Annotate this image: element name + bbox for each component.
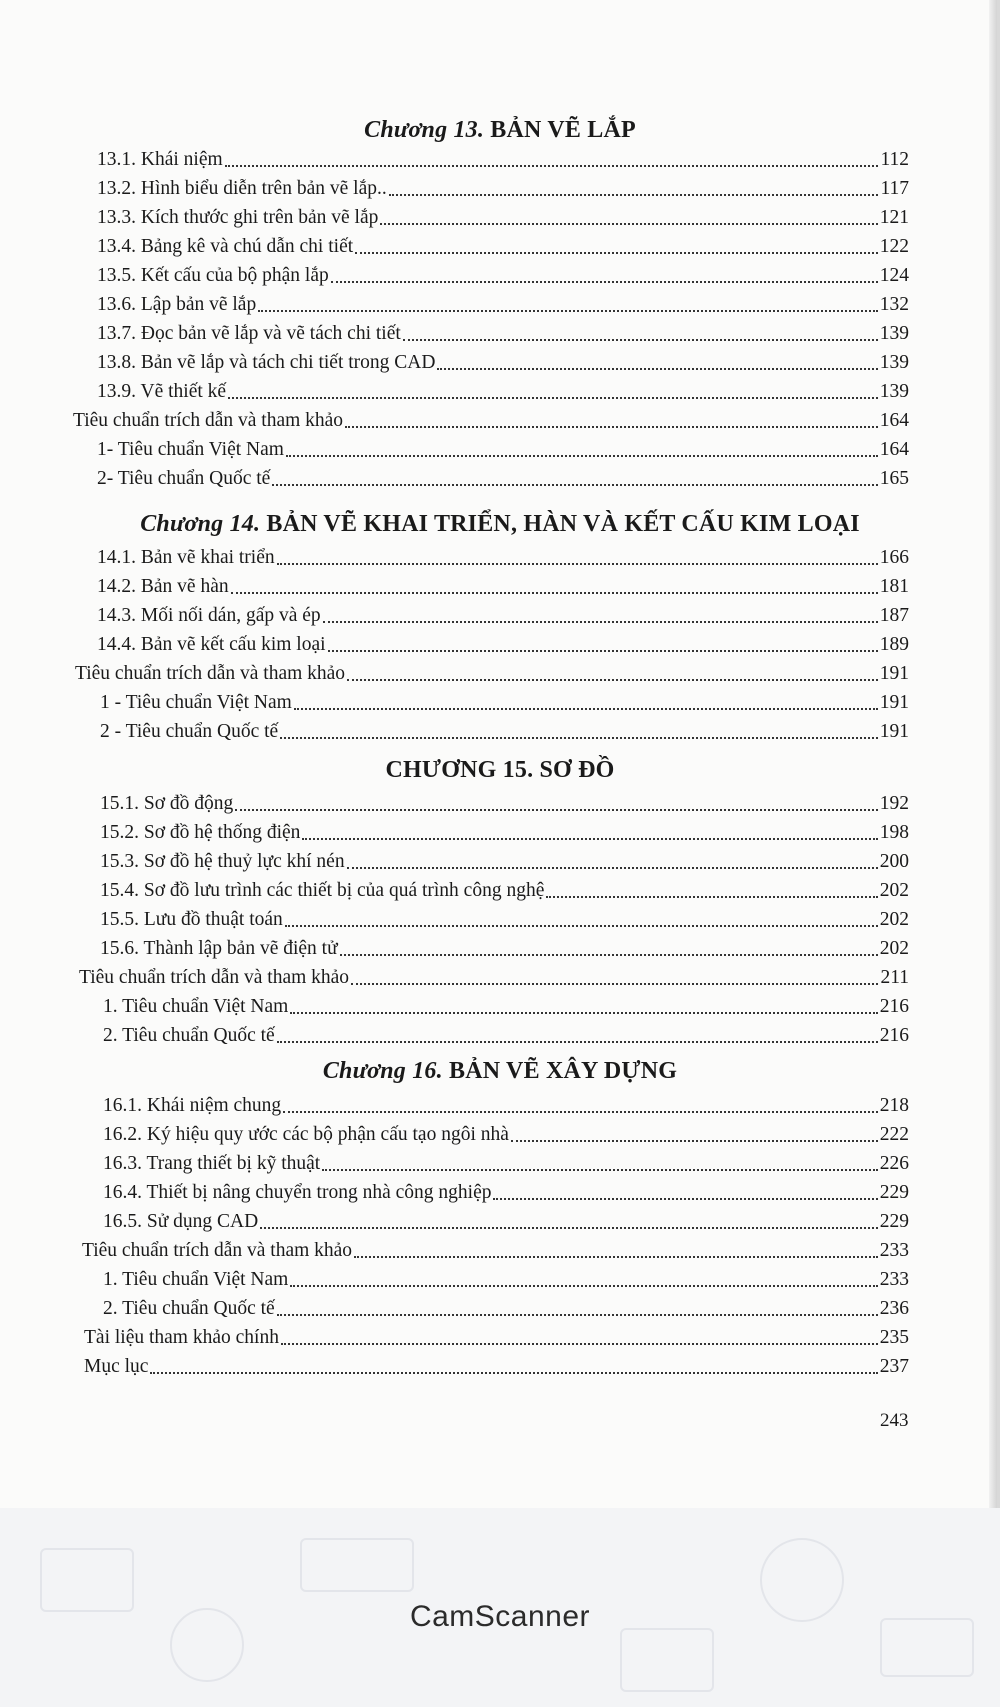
toc-entry-label: 1- Tiêu chuẩn Việt Nam (97, 439, 284, 460)
toc-entry-label: Tiêu chuẩn trích dẫn và tham khảo (75, 663, 346, 684)
toc-entry[interactable] (100, 878, 909, 904)
toc-entry-page: 236 (879, 1298, 909, 1319)
toc-entry-page: 124 (879, 265, 909, 286)
toc-entry-page: 216 (879, 996, 909, 1017)
toc-entry-page: 211 (880, 967, 909, 988)
leader-dots (280, 737, 878, 739)
toc-entry-page: 164 (879, 439, 909, 460)
toc-entry[interactable] (103, 1023, 909, 1049)
toc-entry[interactable] (103, 1093, 909, 1119)
leader-dots (272, 484, 877, 486)
leader-dots (345, 426, 878, 428)
toc-entry[interactable] (82, 1238, 909, 1264)
toc-entry-label: 15.1. Sơ đồ động (100, 793, 234, 814)
toc-entry[interactable] (100, 690, 909, 716)
toc-entry-label: Tiêu chuẩn trích dẫn và tham khảo (79, 967, 350, 988)
toc-entry-label: 16.4. Thiết bị nâng chuyển trong nhà công nghiệp (103, 1182, 492, 1203)
leader-dots (322, 1169, 878, 1171)
toc-entry[interactable] (97, 545, 909, 571)
toc-entry-label: 16.2. Ký hiệu quy ước các bộ phận cấu tạo ngôi nhà (103, 1124, 509, 1145)
leader-dots (228, 397, 878, 399)
toc-entry[interactable] (103, 1122, 909, 1148)
toc-entry-page: 112 (880, 149, 909, 170)
leader-dots (302, 838, 877, 840)
chapter-13-heading (0, 117, 1000, 144)
toc-entry-page: 191 (879, 692, 909, 713)
toc-entry[interactable] (97, 603, 909, 629)
toc-entry-label: 15.3. Sơ đồ hệ thuỷ lực khí nén (100, 851, 345, 872)
toc-entry-page: 235 (879, 1327, 909, 1348)
leader-dots (290, 1012, 877, 1014)
toc-entry-label: 15.6. Thành lập bản vẽ điện tử (100, 938, 338, 959)
toc-entry[interactable] (97, 176, 909, 202)
toc-entry[interactable] (97, 574, 909, 600)
toc-entry-page: 222 (879, 1124, 909, 1145)
toc-entry-page: 121 (879, 207, 909, 228)
leader-dots (340, 954, 878, 956)
toc-entry-label: 13.9. Vẽ thiết kế (97, 381, 227, 402)
chapter-14-heading (0, 511, 1000, 538)
toc-entry[interactable] (97, 263, 909, 289)
toc-entry-label: 14.4. Bản vẽ kết cấu kim loại (97, 634, 326, 655)
leader-dots (285, 925, 878, 927)
leader-dots (283, 1111, 878, 1113)
toc-entry[interactable] (100, 791, 909, 817)
leader-dots (277, 1041, 878, 1043)
toc-entry-page: 218 (879, 1095, 909, 1116)
toc-entry-page: 117 (880, 178, 909, 199)
toc-entry[interactable] (84, 1354, 909, 1380)
toc-entry[interactable] (100, 936, 909, 962)
chapter-13-title: BẢN VẼ LẮP (490, 117, 636, 143)
toc-entry-label: 13.4. Bảng kê và chú dẫn chi tiết (97, 236, 354, 257)
leader-dots (258, 310, 878, 312)
toc-entry-page: 226 (879, 1153, 909, 1174)
leader-dots (437, 368, 877, 370)
leader-dots (328, 650, 878, 652)
toc-entry-label: 1. Tiêu chuẩn Việt Nam (103, 1269, 289, 1290)
toc-entry-label: 15.5. Lưu đồ thuật toán (100, 909, 283, 930)
toc-entry-label: 2. Tiêu chuẩn Quốc tế (103, 1025, 275, 1046)
toc-entry-page: 229 (879, 1211, 909, 1232)
leader-dots (323, 621, 878, 623)
toc-entry-page: 202 (879, 880, 909, 901)
leader-dots (354, 1256, 878, 1258)
toc-entry[interactable] (100, 719, 909, 745)
chapter-16-title: BẢN VẼ XÂY DỰNG (449, 1058, 678, 1084)
chapter-13-prefix: Chương 13. (364, 117, 485, 143)
toc-entry[interactable] (100, 907, 909, 933)
toc-entry-label: 16.5. Sử dụng CAD (103, 1211, 259, 1232)
toc-entry-page: 237 (879, 1356, 909, 1377)
toc-entry-label: 1 - Tiêu chuẩn Việt Nam (100, 692, 292, 713)
toc-entry-page: 216 (879, 1025, 909, 1046)
leader-dots (260, 1227, 878, 1229)
toc-entry[interactable] (84, 1325, 909, 1351)
leader-dots (290, 1285, 877, 1287)
watermark-decoration (620, 1628, 714, 1692)
toc-entry[interactable] (97, 205, 909, 231)
toc-entry-label: 15.4. Sơ đồ lưu trình các thiết bị của quá trình công nghệ (100, 880, 545, 901)
leader-dots (235, 809, 877, 811)
toc-entry-label: Tiêu chuẩn trích dẫn và tham khảo (73, 410, 344, 431)
leader-dots (403, 339, 878, 341)
toc-entry[interactable] (103, 1209, 909, 1235)
toc-entry-label: Mục lục (84, 1356, 149, 1377)
toc-entry[interactable] (97, 321, 909, 347)
toc-entry[interactable] (103, 1151, 909, 1177)
toc-entry-label: 1. Tiêu chuẩn Việt Nam (103, 996, 289, 1017)
toc-entry-label: 2. Tiêu chuẩn Quốc tế (103, 1298, 275, 1319)
leader-dots (225, 165, 879, 167)
toc-entry-label: Tiêu chuẩn trích dẫn và tham khảo (82, 1240, 353, 1261)
leader-dots (231, 592, 878, 594)
toc-entry[interactable] (100, 849, 909, 875)
toc-entry-page: 132 (879, 294, 909, 315)
toc-entry[interactable] (103, 1267, 909, 1293)
camscanner-brand: CamScanner (409, 1600, 591, 1633)
leader-dots (351, 983, 878, 985)
leader-dots (331, 281, 878, 283)
chapter-14-title: BẢN VẼ KHAI TRIỂN, HÀN VÀ KẾT CẤU KIM LOẠI (266, 511, 860, 537)
toc-entry[interactable] (97, 632, 909, 658)
leader-dots (511, 1140, 878, 1142)
toc-entry[interactable] (97, 234, 909, 260)
toc-entry-label: 2- Tiêu chuẩn Quốc tế (97, 468, 271, 489)
page-number: 243 (880, 1410, 909, 1431)
leader-dots (294, 708, 878, 710)
toc-entry-label: 13.3. Kích thước ghi trên bản vẽ lắp (97, 207, 379, 228)
toc-entry-page: 229 (879, 1182, 909, 1203)
toc-entry-label: 13.2. Hình biểu diễn trên bản vẽ lắp.. (97, 178, 387, 199)
toc-entry-page: 139 (879, 381, 909, 402)
toc-entry[interactable] (97, 292, 909, 318)
toc-entry[interactable] (97, 350, 909, 376)
leader-dots (281, 1343, 878, 1345)
toc-entry-label: 13.5. Kết cấu của bộ phận lắp (97, 265, 329, 286)
toc-entry-label: 13.7. Đọc bản vẽ lắp và vẽ tách chi tiết (97, 323, 401, 344)
toc-entry-page: 191 (879, 663, 909, 684)
toc-entry[interactable] (79, 965, 909, 991)
toc-entry-page: 202 (879, 938, 909, 959)
toc-entry-label: 2 - Tiêu chuẩn Quốc tế (100, 721, 279, 742)
toc-entry-page: 198 (879, 822, 909, 843)
leader-dots (277, 563, 878, 565)
toc-entry-page: 122 (879, 236, 909, 257)
toc-entry-page: 165 (879, 468, 909, 489)
toc-entry-label: 16.3. Trang thiết bị kỹ thuật (103, 1153, 321, 1174)
chapter-16-prefix: Chương 16. (322, 1058, 443, 1084)
toc-entry[interactable] (97, 437, 909, 463)
toc-entry-page: 202 (879, 909, 909, 930)
toc-entry[interactable] (75, 661, 909, 687)
toc-entry-page: 181 (879, 576, 909, 597)
toc-entry-label: 16.1. Khái niệm chung (103, 1095, 282, 1116)
toc-entry-label: 14.3. Mối nối dán, gấp và ép (97, 605, 321, 626)
toc-entry-page: 191 (879, 721, 909, 742)
toc-entry-label: 13.6. Lập bản vẽ lắp (97, 294, 257, 315)
leader-dots (546, 896, 877, 898)
toc-entry-page: 200 (879, 851, 909, 872)
toc-entry-page: 189 (879, 634, 909, 655)
toc-entry[interactable] (97, 147, 909, 173)
leader-dots (389, 194, 879, 196)
leader-dots (347, 679, 878, 681)
leader-dots (347, 867, 878, 869)
scanner-footer (0, 1508, 1000, 1707)
leader-dots (277, 1314, 878, 1316)
watermark-decoration (300, 1538, 414, 1592)
toc-entry-page: 192 (879, 793, 909, 814)
toc-entry[interactable] (97, 379, 909, 405)
toc-entry-page: 139 (879, 352, 909, 373)
toc-entry-page: 139 (879, 323, 909, 344)
toc-entry-page: 164 (879, 410, 909, 431)
toc-entry-label: 14.1. Bản vẽ khai triển (97, 547, 275, 568)
toc-entry[interactable] (97, 466, 909, 492)
chapter-15-heading (0, 757, 1000, 784)
page-edge (989, 0, 997, 1508)
chapter-14-prefix: Chương 14. (140, 511, 261, 537)
toc-entry-label: 13.1. Khái niệm (97, 149, 223, 170)
toc-entry-label: 15.2. Sơ đồ hệ thống điện (100, 822, 301, 843)
toc-entry[interactable] (103, 1296, 909, 1322)
toc-entry-page: 187 (879, 605, 909, 626)
toc-entry-label: 14.2. Bản vẽ hàn (97, 576, 229, 597)
chapter-16-heading (0, 1058, 1000, 1085)
toc-entry-page: 233 (879, 1240, 909, 1261)
toc-entry-page: 166 (879, 547, 909, 568)
toc-entry[interactable] (103, 994, 909, 1020)
leader-dots (150, 1372, 877, 1374)
toc-entry[interactable] (73, 408, 909, 434)
leader-dots (355, 252, 878, 254)
leader-dots (380, 223, 877, 225)
leader-dots (286, 455, 878, 457)
toc-entry-label: Tài liệu tham khảo chính (84, 1327, 279, 1348)
toc-entry[interactable] (103, 1180, 909, 1206)
leader-dots (493, 1198, 877, 1200)
chapter-15-title: CHƯƠNG 15. SƠ ĐỒ (385, 757, 615, 783)
toc-entry-page: 233 (879, 1269, 909, 1290)
toc-entry[interactable] (100, 820, 909, 846)
toc-entry-label: 13.8. Bản vẽ lắp và tách chi tiết trong CAD (97, 352, 436, 373)
